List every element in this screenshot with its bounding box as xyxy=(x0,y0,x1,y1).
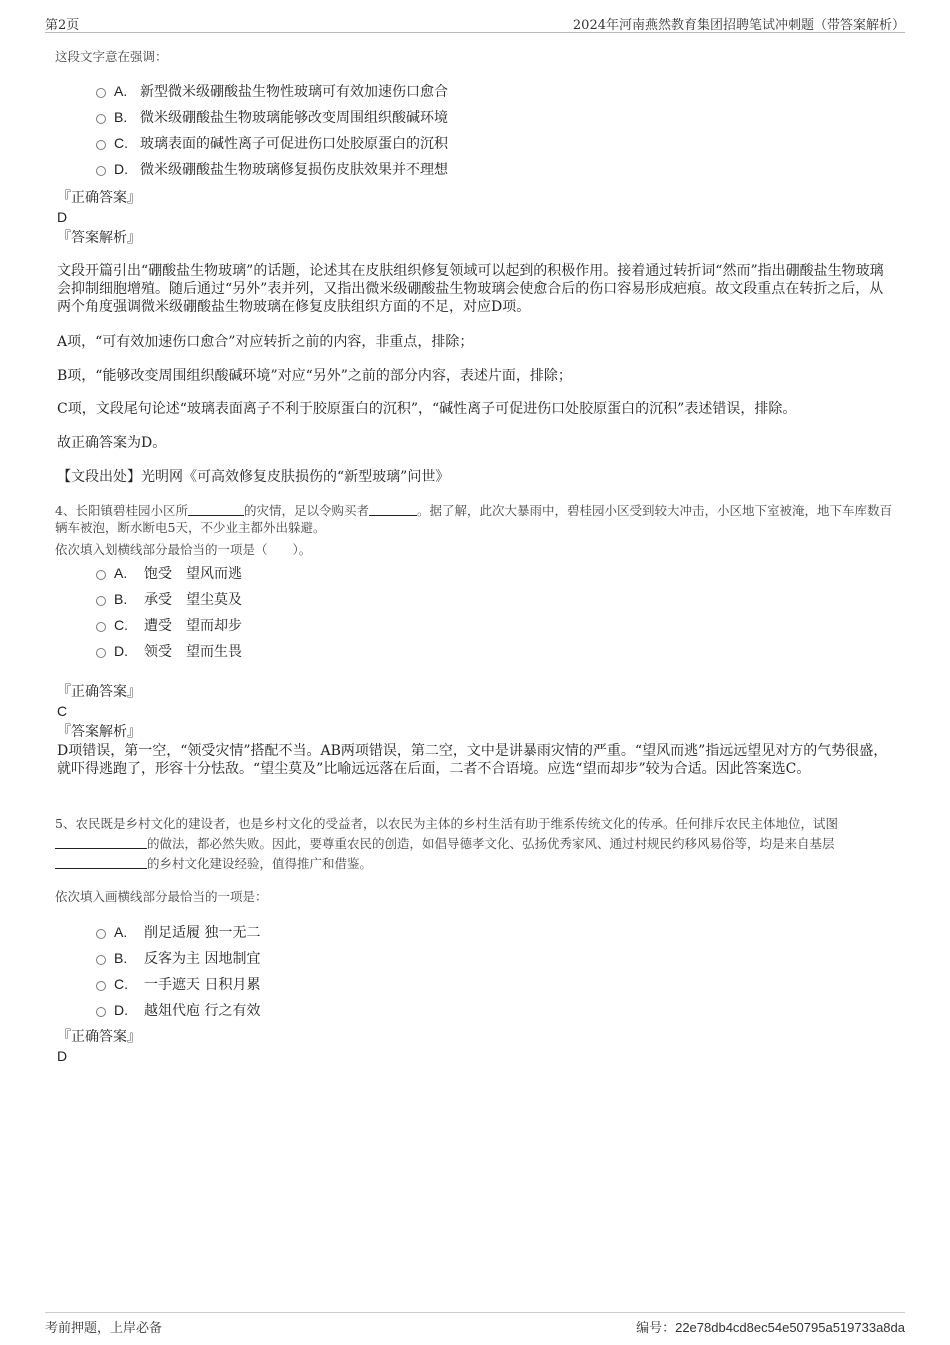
q4-stem: 4、长阳镇碧桂园小区所 的灾情，足以令购买者 。据了解，此次大暴雨中，碧桂园小区受到较大冲击，小区地下室被淹，地下车库数百辆车被泡，断水断电5天，不少业主都外出躲避。 xyxy=(55,503,892,535)
fill-blank xyxy=(55,836,147,849)
q3-analysis-paragraph: 文段开篇引出“硼酸盐生物玻璃”的话题，论述其在皮肤组织修复领域可以起到的积极作用。接着通过转折词“然而”指出硼酸盐生物玻璃会抑制细胞增殖。随后通过“另外”表并列，又指出微米级硼酸盐生物玻璃会使愈合后的伤口容易形成疤痕。故文段重点在转折之后，从两个角度强调微米级硼酸盐生物玻璃在修复皮肤组织方面的不足，对应D项。 xyxy=(57,263,884,315)
q4-option-a[interactable]: A. 饱受 望风而逃 xyxy=(96,563,242,583)
q5-answer-heading: 『正确答案』 xyxy=(57,1029,141,1045)
radio-button[interactable] xyxy=(96,88,106,98)
fill-blank xyxy=(188,503,244,516)
radio-button[interactable] xyxy=(96,648,106,658)
q4-analysis: D项错误，第一空，“领受灾情”搭配不当。AB两项错误，第二空，文中是讲暴雨灾情的严重。“望风而逃”指远远望见对方的气势很盛，就吓得逃跑了，形容十分怯敌。“望尘莫及”比喻远远落在后面，二者不合语境。应选“望而却步”较为合适。因此答案选C。 xyxy=(57,743,888,777)
document-title: 2024年河南燕然教育集团招聘笔试冲刺题（带答案解析） xyxy=(572,18,905,33)
radio-button[interactable] xyxy=(96,929,106,939)
q4-analysis-heading: 『答案解析』 xyxy=(57,724,141,740)
q5-answer: D xyxy=(57,1048,68,1064)
page-header xyxy=(45,14,905,33)
page-number: 第2页 xyxy=(45,18,80,33)
q3-analysis-option-a: A项，“可有效加速伤口愈合”对应转折之前的内容，非重点，排除； xyxy=(57,334,474,350)
q3-answer-heading: 『正确答案』 xyxy=(57,190,141,206)
q5-option-a[interactable]: A. 削足适履 独一无二 xyxy=(96,922,260,942)
radio-button[interactable] xyxy=(96,596,106,606)
q4-answer-heading: 『正确答案』 xyxy=(57,684,141,700)
q4-option-b[interactable]: B. 承受 望尘莫及 xyxy=(96,589,242,609)
q5-option-d[interactable]: D. 越俎代庖 行之有效 xyxy=(96,1000,260,1020)
q3-option-d[interactable]: D. 微米级硼酸盐生物玻璃修复损伤皮肤效果并不理想 xyxy=(96,159,448,179)
radio-button[interactable] xyxy=(96,114,106,124)
footer-slogan: 考前押题，上岸必备 xyxy=(45,1321,163,1336)
q3-analysis-heading: 『答案解析』 xyxy=(57,230,141,246)
radio-button[interactable] xyxy=(96,1007,106,1017)
fill-blank xyxy=(369,503,417,516)
q3-stem: 这段文字意在强调： xyxy=(55,49,168,64)
q3-answer: D xyxy=(57,209,68,225)
q4-option-c[interactable]: C. 遭受 望而却步 xyxy=(96,615,242,635)
q5-option-c[interactable]: C. 一手遮天 日积月累 xyxy=(96,974,260,994)
fill-blank xyxy=(55,856,147,869)
radio-button[interactable] xyxy=(96,166,106,176)
document-code: 编号：22e78db4cd8ec54e50795a519733a8da xyxy=(636,1320,905,1336)
q5-prompt: 依次填入画横线部分最恰当的一项是： xyxy=(55,889,268,904)
radio-button[interactable] xyxy=(96,570,106,580)
radio-button[interactable] xyxy=(96,955,106,965)
q4-answer: C xyxy=(57,703,68,719)
page-footer xyxy=(45,1312,905,1336)
q5-option-b[interactable]: B. 反客为主 因地制宜 xyxy=(96,948,260,968)
q3-option-c[interactable]: C. 玻璃表面的碱性离子可促进伤口处胶原蛋白的沉积 xyxy=(96,133,448,153)
radio-button[interactable] xyxy=(96,140,106,150)
radio-button[interactable] xyxy=(96,622,106,632)
q3-analysis-option-b: B项，“能够改变周围组织酸碱环境”对应“另外”之前的部分内容，表述片面，排除； xyxy=(57,368,572,384)
q3-analysis-option-c: C项，文段尾句论述“玻璃表面离子不利于胶原蛋白的沉积”，“碱性离子可促进伤口处胶原蛋白的沉积”表述错误，排除。 xyxy=(57,401,797,417)
q3-source: 【文段出处】光明网《可高效修复皮肤损伤的“新型玻璃”问世》 xyxy=(57,469,450,485)
radio-button[interactable] xyxy=(96,981,106,991)
q4-option-d[interactable]: D. 领受 望而生畏 xyxy=(96,641,242,661)
q4-prompt: 依次填入划横线部分最恰当的一项是（ ）。 xyxy=(55,542,312,557)
q3-analysis-conclusion: 故正确答案为D。 xyxy=(57,435,167,451)
q5-stem: 5、农民既是乡村文化的建设者，也是乡村文化的受益者，以农民为主体的乡村生活有助于维系传统文化的传承。任何排斥农民主体地位，试图 的做法，都必然失败。因此，要尊重农民的创造，如倡导德孝文化、弘扬优秀家风、通过村规民约移风易俗等，均是来自基层 的乡村文化建设经验，值得推广和借鉴。 xyxy=(55,816,838,871)
q3-option-b[interactable]: B. 微米级硼酸盐生物玻璃能够改变周围组织酸碱环境 xyxy=(96,107,448,127)
q3-option-a[interactable]: A. 新型微米级硼酸盐生物性玻璃可有效加速伤口愈合 xyxy=(96,81,448,101)
